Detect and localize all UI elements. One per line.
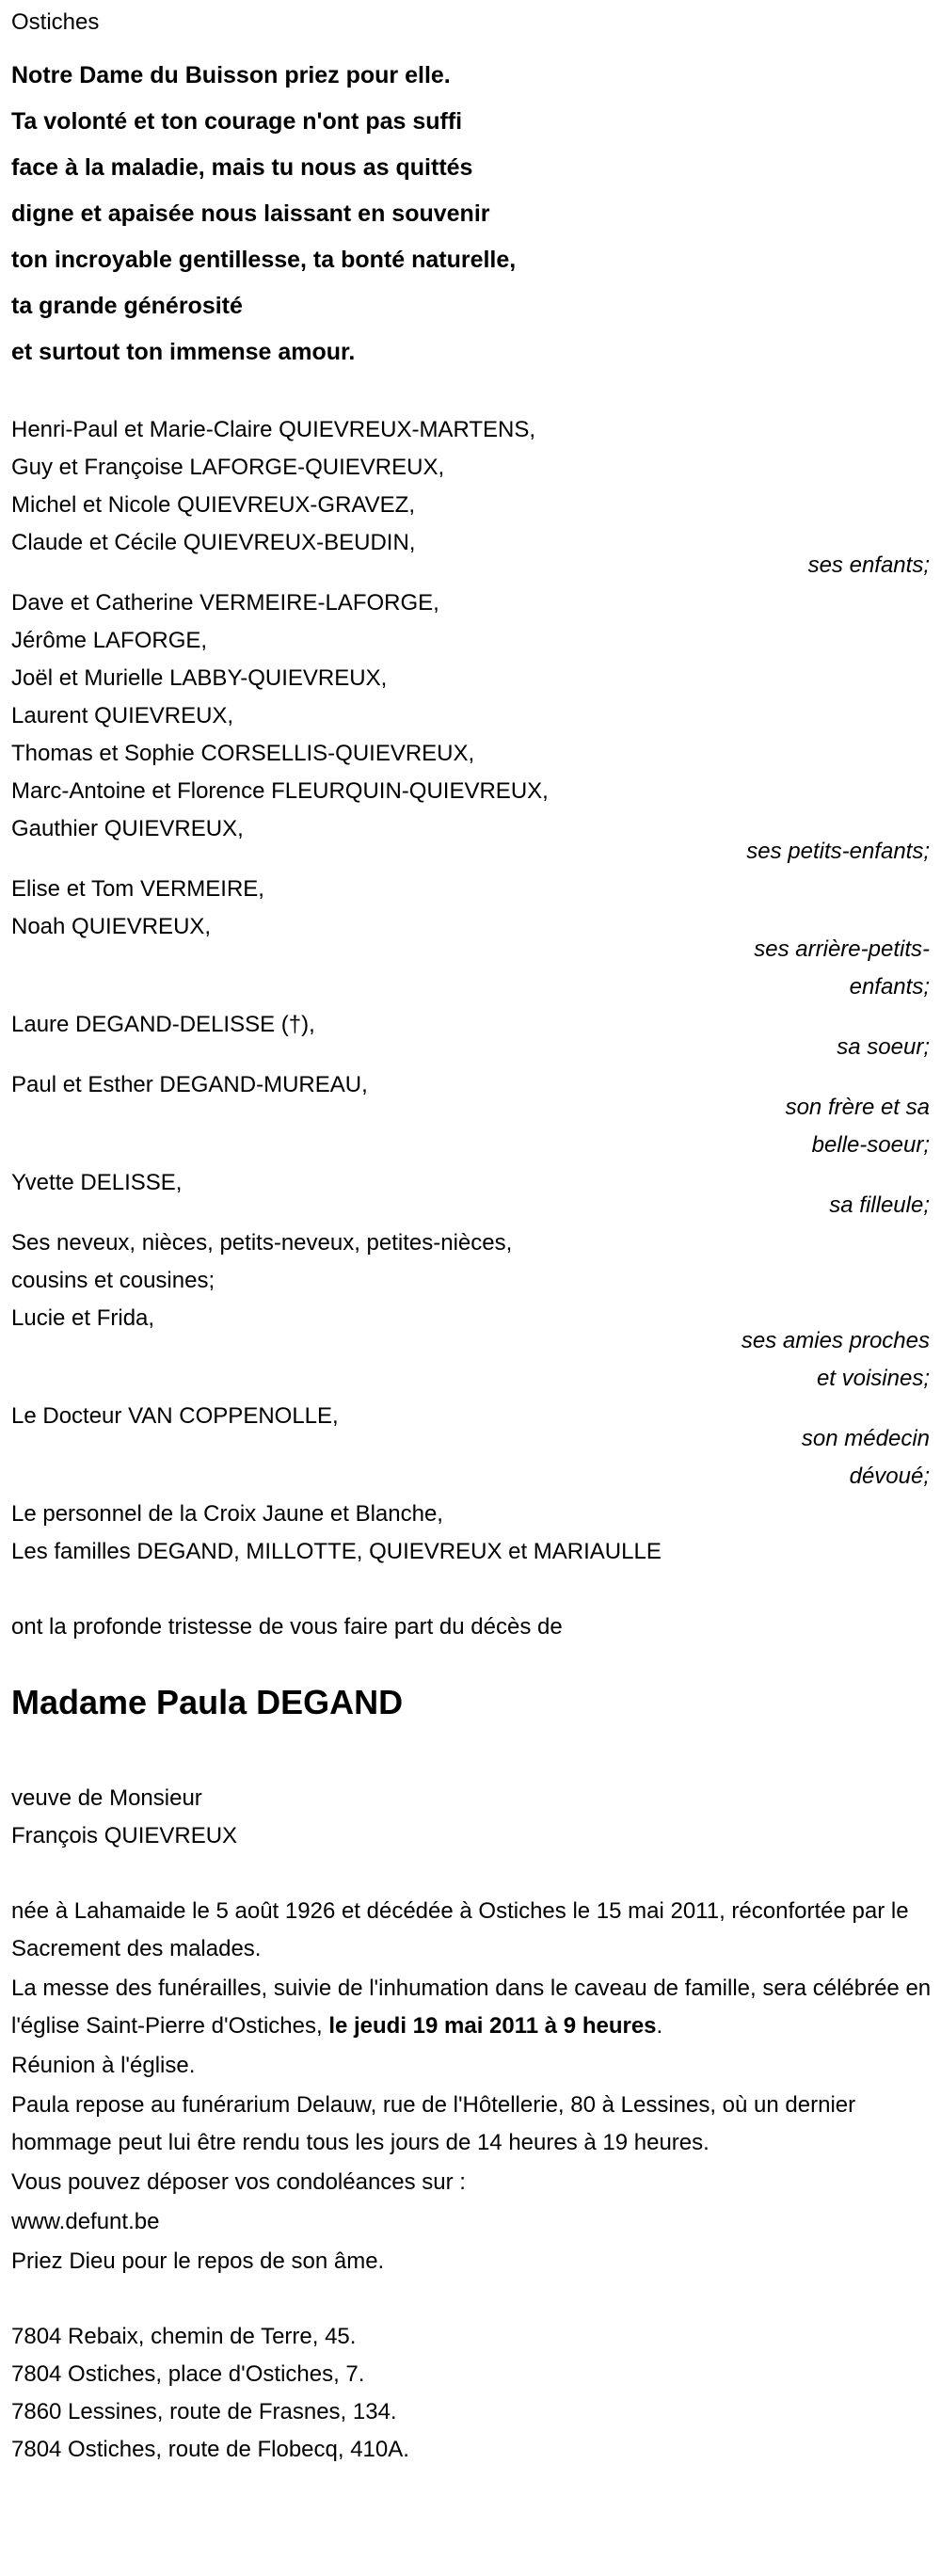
poem-line: digne et apaisée nous laissant en souvenir [11,200,490,227]
condolence-link[interactable]: www.defunt.be [11,2209,160,2234]
poem-line: Ta volonté et ton courage n'ont pas suffi [11,108,463,135]
family-name: Marc-Antoine et Florence FLEURQUIN-QUIEVREUX, [11,778,549,804]
paragraph-text: Vous pouvez déposer vos condoléances sur : [11,2169,466,2195]
family-group [11,1164,932,1224]
paragraph [11,2164,932,2201]
family-name: Noah QUIEVREUX, [11,914,212,939]
family-group [11,1066,932,1164]
relationship-line: ses enfants; [807,552,930,578]
family-name: Henri-Paul et Marie-Claire QUIEVREUX-MARTENS, [11,417,536,442]
paragraph [11,1893,932,1968]
poem-line: ton incroyable gentillesse, ta bonté naturelle, [11,247,517,273]
relationship-line: ses petits-enfants; [746,839,930,864]
family-name: Thomas et Sophie CORSELLIS-QUIEVREUX, [11,741,475,766]
relationship-line: sa filleule; [829,1192,930,1218]
widow-line: veuve de Monsieur [11,1785,202,1811]
family-group [11,871,932,1006]
family-name: Claude et Cécile QUIEVREUX-BEUDIN, [11,530,416,555]
family-name: Laurent QUIEVREUX, [11,703,234,728]
paragraph [11,2243,932,2280]
family-name: Le personnel de la Croix Jaune et Blanche, [11,1501,443,1527]
paragraph [11,1970,932,2045]
family-name: cousins et cousines; [11,1268,215,1293]
relationship-line: son frère et sa [785,1095,930,1120]
poem-line: ta grande générosité [11,293,243,319]
family-name: Le Docteur VAN COPPENOLLE, [11,1403,339,1429]
paragraph [11,2047,932,2085]
deceased-name: Madame Paula DEGAND [11,1683,404,1721]
poem-line: et surtout ton immense amour. [11,339,356,365]
announcement: ont la profonde tristesse de vous faire part du décès de [11,1614,563,1640]
family-name: Guy et Françoise LAFORGE-QUIEVREUX, [11,455,445,480]
family-name: Ses neveux, nièces, petits-neveux, petites-nièces, [11,1230,513,1256]
family-group [11,411,932,584]
paragraph-text: Réunion à l'église. [11,2053,196,2078]
paragraph [11,2087,932,2162]
paragraph-text: La messe des funérailles, suivie de l'inhumation dans le caveau de famille, sera célébrée en l'église Saint-Pierre d'Ostiches, [11,1976,932,2039]
family-name: Jérôme LAFORGE, [11,628,208,653]
family-name: Joël et Murielle LABBY-QUIEVREUX, [11,665,388,691]
details [11,1893,932,2280]
addresses [11,2318,932,2469]
paragraph-text: . [656,2013,663,2039]
relationship-line: ses arrière-petits- [754,936,930,962]
relationship-line: ses amies proches [741,1328,930,1353]
family-name: Les familles DEGAND, MILLOTTE, QUIEVREUX et MARIAULLE [11,1539,662,1564]
paragraph [11,2203,932,2241]
poem-line: Notre Dame du Buisson priez pour elle. [11,62,451,88]
paragraph-text: Paula repose au funérarium Delauw, rue de l'Hôtellerie, 80 à Lessines, où un dernier hommage peut lui être rendu tous les jours de 14 heures à 19 heures. [11,2092,856,2155]
address-line: 7860 Lessines, route de Frasnes, 134. [11,2399,397,2424]
family-name: Gauthier QUIEVREUX, [11,816,244,841]
family-name: Dave et Catherine VERMEIRE-LAFORGE, [11,590,439,616]
address-line: 7804 Ostiches, place d'Ostiches, 7. [11,2361,365,2387]
family-group [11,1496,932,1571]
place-header: Ostiches [11,9,100,35]
address-line: 7804 Ostiches, route de Flobecq, 410A. [11,2437,409,2462]
family-group [11,1224,932,1398]
family-name: Michel et Nicole QUIEVREUX-GRAVEZ, [11,492,415,518]
family-list [11,411,932,1571]
relationship-line: sa soeur; [837,1034,930,1060]
family-group [11,584,932,871]
family-name: Lucie et Frida, [11,1305,155,1331]
family-name: Laure DEGAND-DELISSE (†), [11,1012,315,1037]
relationship-line: et voisines; [816,1366,930,1391]
ceremony-datetime: le jeudi 19 mai 2011 à 9 heures [328,2013,657,2039]
family-name: Paul et Esther DEGAND-MUREAU, [11,1072,368,1097]
poem-line: face à la maladie, mais tu nous as quittés [11,154,473,181]
widow-of [11,1780,932,1855]
paragraph-text: née à Lahamaide le 5 août 1926 et décédée à Ostiches le 15 mai 2011, réconfortée par le Sacrement des malades. [11,1898,909,1961]
family-group [11,1006,932,1066]
relationship-line: dévoué; [849,1464,930,1489]
relationship-line: son médecin [801,1426,930,1451]
family-name: Elise et Tom VERMEIRE, [11,876,264,902]
relationship-line: enfants; [849,974,930,1000]
poem [11,53,932,376]
widow-line: François QUIEVREUX [11,1823,238,1848]
address-line: 7804 Rebaix, chemin de Terre, 45. [11,2324,357,2349]
relationship-line: belle-soeur; [811,1132,930,1158]
family-group [11,1398,932,1496]
paragraph-text: Priez Dieu pour le repos de son âme. [11,2248,385,2274]
family-name: Yvette DELISSE, [11,1170,183,1195]
